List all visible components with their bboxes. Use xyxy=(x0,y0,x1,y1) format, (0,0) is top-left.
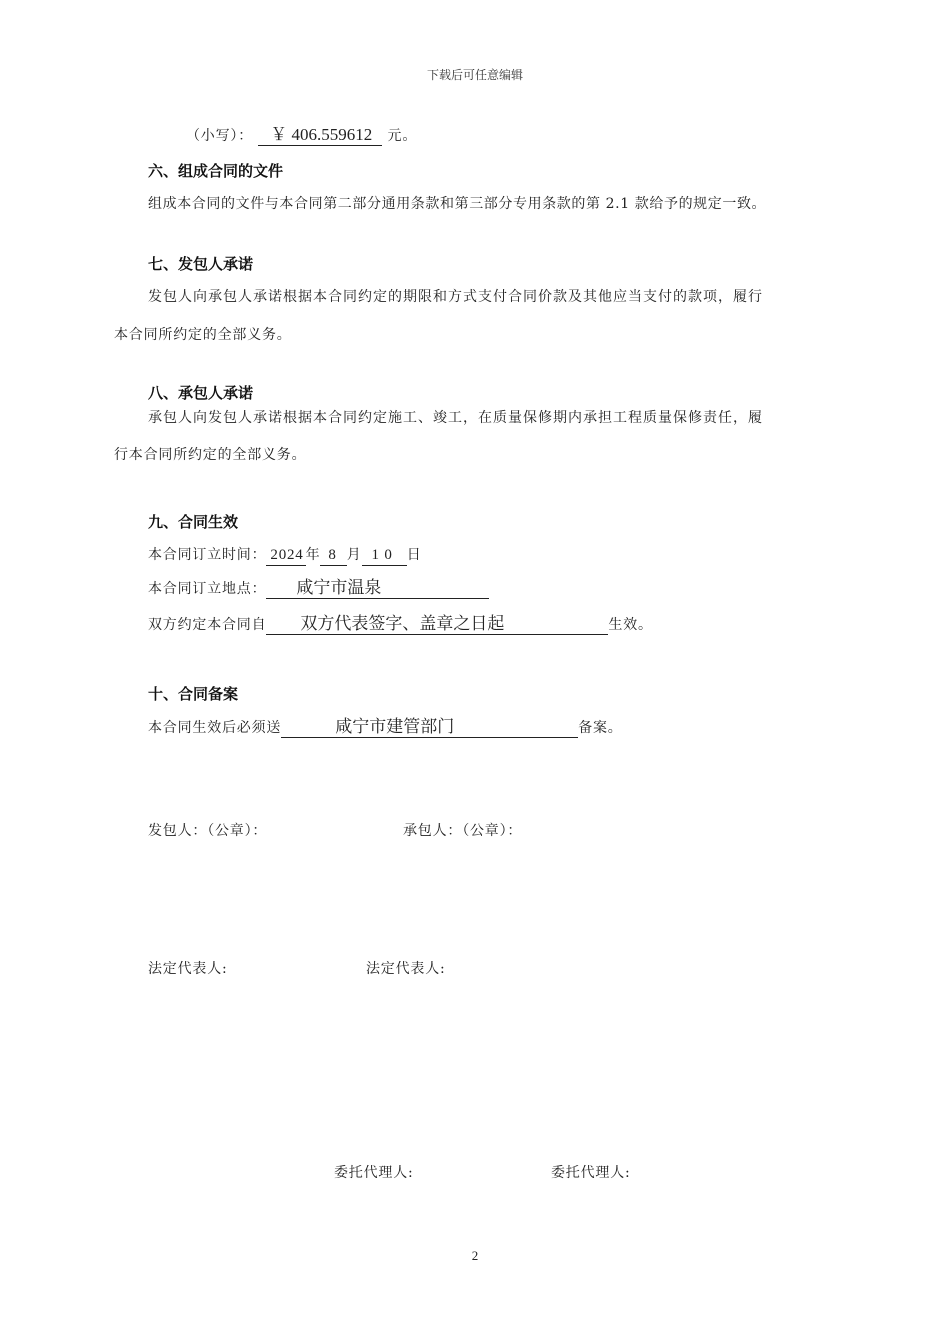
section-7-text-line1: 发包人向承包人承诺根据本合同约定的期限和方式支付合同价款及其他应当支付的款项，履行 xyxy=(148,289,763,305)
section-6-title: 六、组成合同的文件 xyxy=(148,162,284,180)
place-label: 本合同订立地点： xyxy=(148,581,267,597)
date-month-unit: 月 xyxy=(346,547,362,563)
date-year-unit: 年 xyxy=(305,547,321,563)
filing-value: 咸宁市建管部门 xyxy=(281,716,578,738)
date-day: 1 0 xyxy=(362,546,407,566)
date-month: 8 xyxy=(320,546,346,566)
effect-suffix: 生效。 xyxy=(608,617,653,633)
page-number: 2 xyxy=(471,1248,479,1263)
section-6-text: 组成本合同的文件与本合同第二部分通用条款和第三部分专用条款的第 2.1 款给予的规定一致。 xyxy=(148,196,767,212)
contractor-seal-label: 承包人：（公章）： xyxy=(403,823,523,839)
amount-line xyxy=(186,124,417,146)
employer-agent-label: 委托代理人: xyxy=(334,1165,414,1181)
section-8-text-line1: 承包人向发包人承诺根据本合同约定施工、竣工，在质量保修期内承担工程质量保修责任，履 xyxy=(148,410,763,426)
amount-value: ￥ 406.559612 xyxy=(258,124,382,146)
filing-line xyxy=(148,716,623,738)
date-year: 2024 xyxy=(266,546,305,566)
date-day-unit: 日 xyxy=(406,547,422,563)
employer-legal-rep-label: 法定代表人: xyxy=(148,961,228,977)
contract-date-line xyxy=(148,544,422,566)
contractor-legal-rep-label: 法定代表人: xyxy=(366,961,446,977)
section-8-title: 八、承包人承诺 xyxy=(148,384,254,402)
effect-value: 双方代表签字、盖章之日起 xyxy=(266,613,608,635)
employer-seal-label: 发包人：（公章）： xyxy=(148,823,268,839)
amount-label: （小写）： xyxy=(186,128,253,144)
effect-prefix: 双方约定本合同自 xyxy=(148,617,267,633)
effect-line xyxy=(148,613,653,635)
section-10-title: 十、合同备案 xyxy=(148,685,239,703)
contractor-agent-label: 委托代理人: xyxy=(551,1165,631,1181)
section-7-text-line2: 本合同所约定的全部义务。 xyxy=(114,327,292,343)
section-7-title: 七、发包人承诺 xyxy=(148,255,254,273)
filing-prefix: 本合同生效后必须送 xyxy=(148,720,282,736)
contract-place-line xyxy=(148,577,489,599)
amount-unit: 元。 xyxy=(387,128,418,144)
date-label: 本合同订立时间： xyxy=(148,547,267,563)
section-8-text-line2: 行本合同所约定的全部义务。 xyxy=(114,447,307,463)
filing-suffix: 备案。 xyxy=(578,720,623,736)
place-value: 咸宁市温泉 xyxy=(266,577,489,599)
section-9-title: 九、合同生效 xyxy=(148,513,239,531)
page-header: 下载后可任意编辑 xyxy=(426,68,523,82)
